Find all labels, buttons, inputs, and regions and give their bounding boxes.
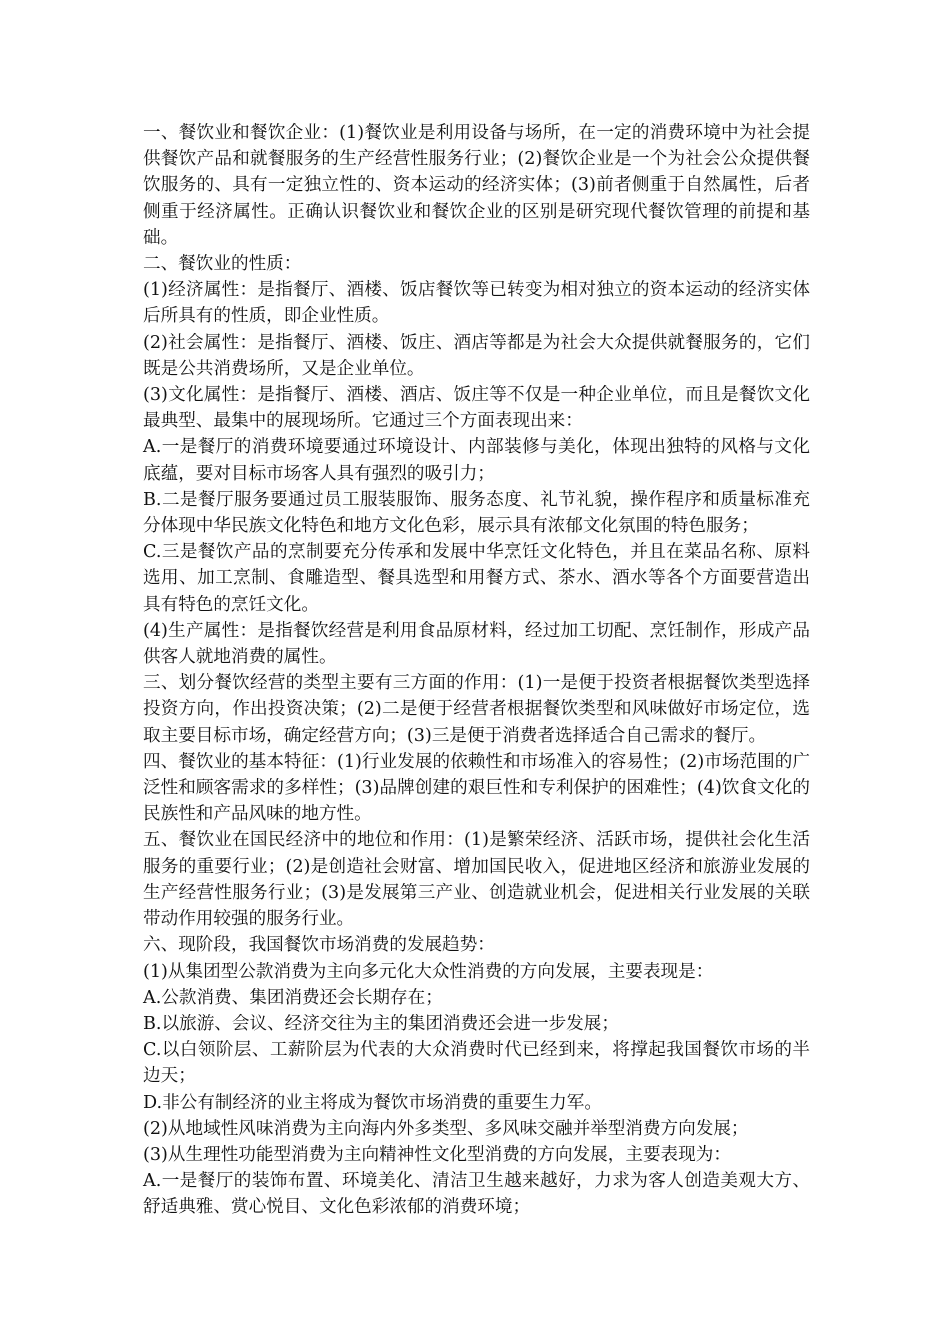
list-item-trend-1-b: B.以旅游、会议、经济交往为主的集团消费还会进一步发展； [143,1013,619,1034]
list-item-trend-1-a: A.公款消费、集团消费还会长期存在； [143,987,443,1008]
document-body [143,120,810,1221]
heading-section-6: 六、现阶段，我国餐饮市场消费的发展趋势： [143,935,495,956]
paragraph-economic-attribute: (1)经济属性：是指餐厅、酒楼、饭店餐饮等已转变为相对独立的资本运动的经济实体后所具有的性质，即企业性质。 [143,280,810,327]
paragraph-section-5: 五、餐饮业在国民经济中的地位和作用：(1)是繁荣经济、活跃市场，提供社会化生活服务的重要行业；(2)是创造社会财富、增加国民收入，促进地区经济和旅游业发展的生产经营性服务行业；(3)是发展第三产业、创造就业机会，促进相关行业发展的关联带动作用较强的服务行业。 [143,830,810,930]
paragraph-section-1: 一、餐饮业和餐饮企业：(1)餐饮业是利用设备与场所，在一定的消费环境中为社会提供餐饮产品和就餐服务的生产经营性服务行业；(2)餐饮企业是一个为社会公众提供餐饮服务的、具有一定独立性的、资本运动的经济实体；(3)前者侧重于自然属性，后者侧重于经济属性。正确认识餐饮业和餐饮企业的区别是研究现代餐饮管理的前提和基础。 [143,123,810,248]
paragraph-section-4: 四、餐饮业的基本特征：(1)行业发展的依赖性和市场准入的容易性；(2)市场范围的广泛性和顾客需求的多样性；(3)品牌创建的艰巨性和专利保护的困难性；(4)饮食文化的民族性和产品风味的地方性。 [143,751,810,825]
paragraph-section-3: 三、划分餐饮经营的类型主要有三方面的作用：(1)一是便于投资者根据餐饮类型选择投资方向，作出投资决策；(2)二是便于经营者根据餐饮类型和风味做好市场定位，选取主要目标市场，确定经营方向；(3)三是便于消费者选择适合自己需求的餐厅。 [143,673,810,746]
paragraph-trend-2: (2)从地域性风味消费为主向海内外多类型、多风味交融并举型消费方向发展； [143,1118,749,1139]
list-item-trend-3-a: A.一是餐厅的装饰布置、环境美化、清洁卫生越来越好，力求为客人创造美观大方、舒适典雅、赏心悦目、文化色彩浓郁的消费环境； [143,1171,810,1218]
list-item-b-service: B.二是餐厅服务要通过员工服装服饰、服务态度、礼节礼貌，操作程序和质量标准充分体现中华民族文化特色和地方文化色彩，展示具有浓郁文化氛围的特色服务； [143,489,810,537]
list-item-c-cuisine: C.三是餐饮产品的烹制要充分传承和发展中华烹饪文化特色，并且在菜品名称、原料选用、加工烹制、食雕造型、餐具选型和用餐方式、茶水、酒水等各个方面要营造出具有特色的烹饪文化。 [143,542,810,615]
paragraph-social-attribute: (2)社会属性：是指餐厅、酒楼、饭庄、酒店等都是为社会大众提供就餐服务的，它们既是公共消费场所，又是企业单位。 [143,332,810,379]
list-item-a-environment: A.一是餐厅的消费环境要通过环境设计、内部装修与美化，体现出独特的风格与文化底蕴，要对目标市场客人具有强烈的吸引力； [143,437,810,484]
paragraph-cultural-attribute: (3)文化属性：是指餐厅、酒楼、酒店、饭庄等不仅是一种企业单位，而且是餐饮文化最典型、最集中的展现场所。它通过三个方面表现出来： [143,385,810,432]
paragraph-trend-1: (1)从集团型公款消费为主向多元化大众性消费的方向发展，主要表现是： [143,961,714,982]
heading-section-2: 二、餐饮业的性质： [143,254,302,275]
list-item-trend-1-d: D.非公有制经济的业主将成为餐饮市场消费的重要生力军。 [143,1092,602,1113]
paragraph-trend-3: (3)从生理性功能型消费为主向精神性文化型消费的方向发展，主要表现为： [143,1144,731,1165]
list-item-trend-1-c: C.以白领阶层、工薪阶层为代表的大众消费时代已经到来，将撑起我国餐饮市场的半边天； [143,1040,810,1087]
paragraph-production-attribute: (4)生产属性：是指餐饮经营是利用食品原材料，经过加工切配、烹饪制作，形成产品供客人就地消费的属性。 [143,620,810,668]
